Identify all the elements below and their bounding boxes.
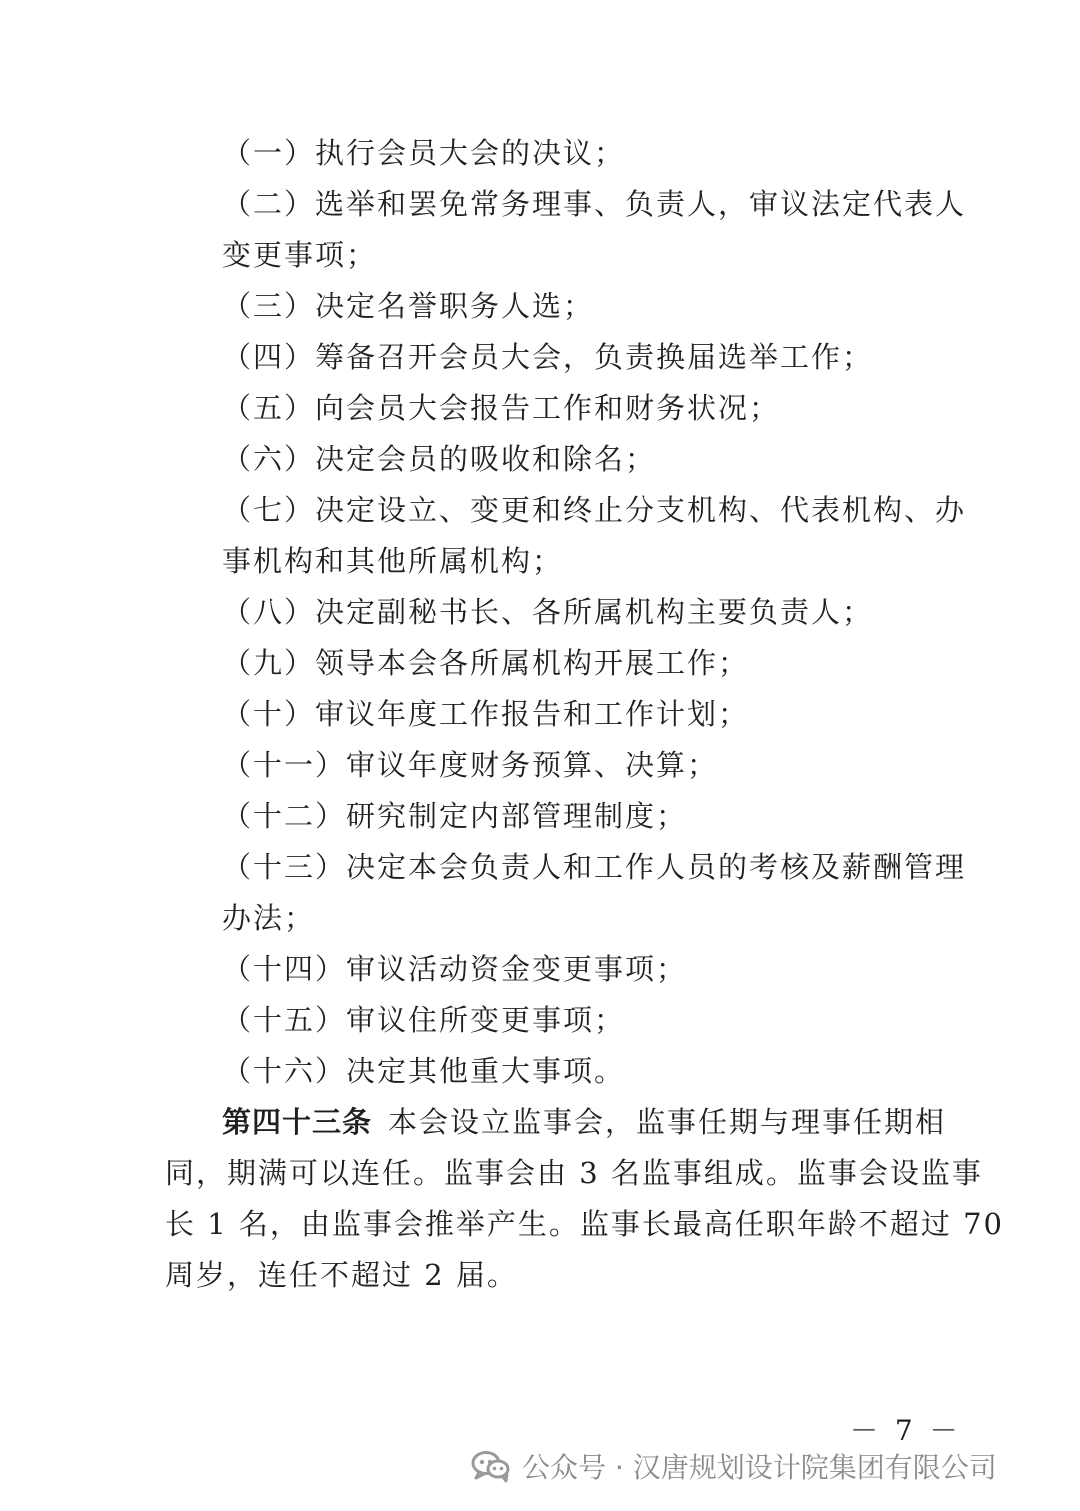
- list-item: （八）决定副秘书长、各所属机构主要负责人；: [222, 595, 874, 629]
- wechat-watermark: [470, 1446, 997, 1486]
- article-paragraph-line: 同，期满可以连任。监事会由 3 名监事组成。监事会设监事: [165, 1156, 983, 1190]
- list-item: （五）向会员大会报告工作和财务状况；: [222, 391, 781, 425]
- list-item: （四）筹备召开会员大会，负责换届选举工作；: [222, 340, 874, 374]
- wechat-icon: [470, 1448, 512, 1484]
- article-title: 第四十三条: [222, 1105, 373, 1139]
- list-item: （九）领导本会各所属机构开展工作；: [222, 646, 750, 680]
- list-item: （十二）研究制定内部管理制度；: [222, 799, 688, 833]
- article-text: 本会设立监事会，监事任期与理事任期相: [388, 1105, 947, 1139]
- list-item: （三）决定名誉职务人选；: [222, 289, 595, 323]
- document-body: [0, 128, 1080, 1301]
- article-paragraph-first-line: [0, 1097, 1080, 1148]
- list-item: （一）执行会员大会的决议；: [222, 136, 626, 170]
- list-item: （十五）审议住所变更事项；: [222, 1003, 626, 1037]
- article-paragraph-line: 周岁，连任不超过 2 届。: [165, 1258, 518, 1292]
- list-item: （二）选举和罢免常务理事、负责人，审议法定代表人: [222, 187, 967, 221]
- page-number: － 7 －: [850, 1414, 962, 1447]
- list-item: （十三）决定本会负责人和工作人员的考核及薪酬管理: [222, 850, 967, 884]
- watermark-text: 公众号 · 汉唐规划设计院集团有限公司: [522, 1451, 997, 1484]
- list-item-continuation: 事机构和其他所属机构；: [222, 544, 564, 578]
- list-item: （十）审议年度工作报告和工作计划；: [222, 697, 750, 731]
- list-item-continuation: 办法；: [222, 901, 316, 935]
- list-item: （十一）审议年度财务预算、决算；: [222, 748, 719, 782]
- list-item: （十六）决定其他重大事项。: [222, 1054, 626, 1088]
- article-paragraph-line: 长 1 名，由监事会推举产生。监事长最高任职年龄不超过 70: [165, 1207, 1005, 1241]
- list-item: （七）决定设立、变更和终止分支机构、代表机构、办: [222, 493, 967, 527]
- list-item: （六）决定会员的吸收和除名；: [222, 442, 657, 476]
- list-item-continuation: 变更事项；: [222, 238, 378, 272]
- list-item: （十四）审议活动资金变更事项；: [222, 952, 688, 986]
